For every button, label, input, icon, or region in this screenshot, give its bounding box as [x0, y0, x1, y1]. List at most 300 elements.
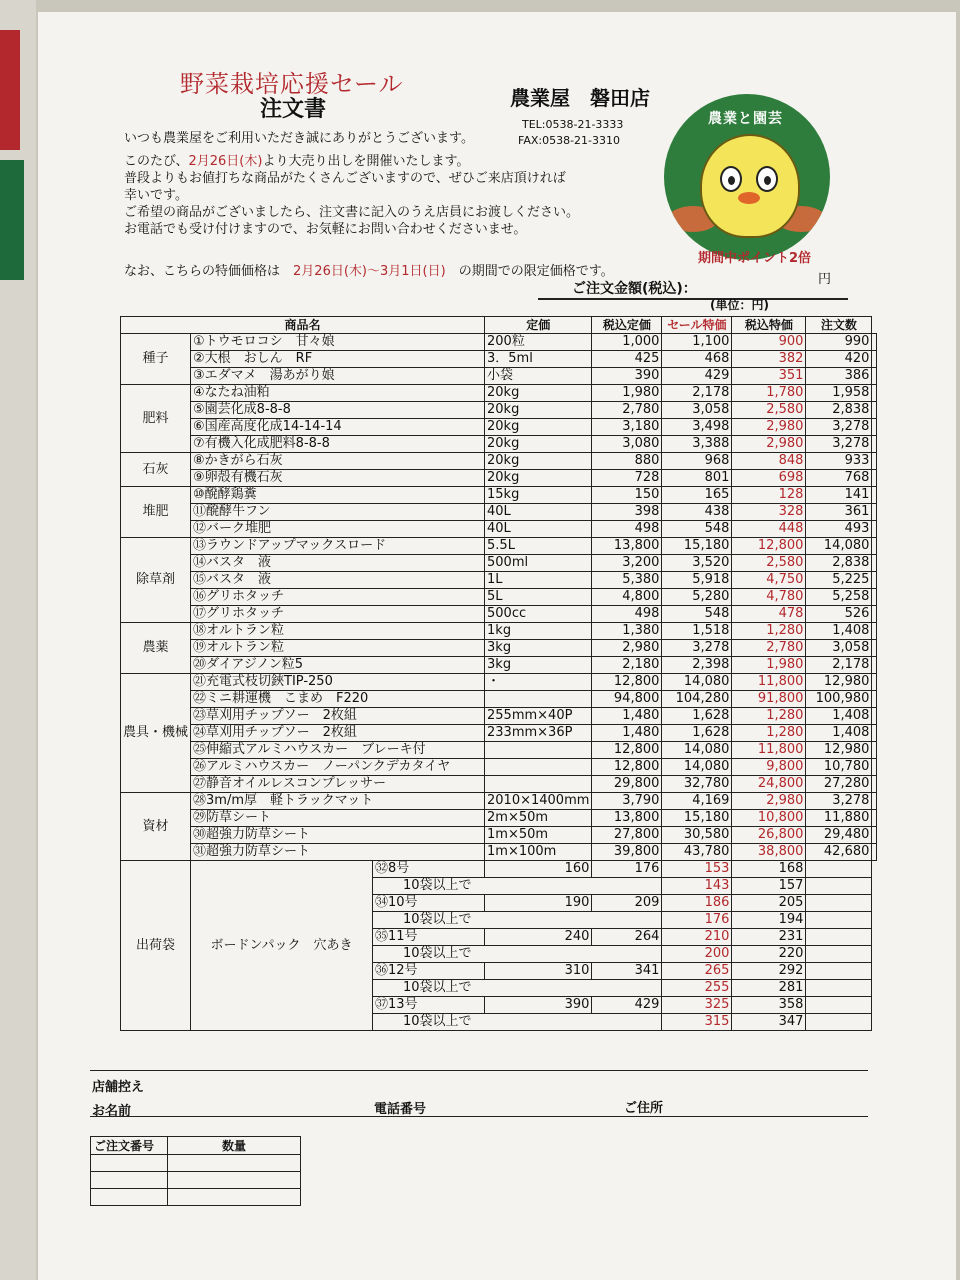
tax-included-sale-price: 12,980 — [806, 674, 872, 691]
order-quantity-cell[interactable] — [872, 572, 877, 589]
tax-included-price: 5,918 — [662, 572, 732, 589]
order-quantity-cell[interactable] — [872, 453, 877, 470]
sale-price: 1,280 — [732, 708, 806, 725]
tax-included-sale-price: 1,408 — [806, 708, 872, 725]
tax-included-sale-price: 14,080 — [806, 538, 872, 555]
sale-price: 1,280 — [732, 725, 806, 742]
product-spec: 3kg — [485, 640, 592, 657]
product-name: ③エダマメ 湯あがり娘 — [191, 368, 485, 385]
sale-price: 10,800 — [732, 810, 806, 827]
customer-info-field[interactable] — [90, 1116, 868, 1117]
bulk-tax-included-sale-price: 281 — [732, 980, 806, 997]
tax-included-sale-price: 361 — [806, 504, 872, 521]
order-quantity-cell[interactable] — [872, 589, 877, 606]
bag-size: ㉜8号 — [373, 861, 485, 878]
order-quantity-cell[interactable] — [806, 929, 872, 946]
product-name: ⑲オルトラン粒 — [191, 640, 485, 657]
bulk-discount-label: 10袋以上で — [373, 946, 662, 963]
order-form-sheet — [38, 12, 956, 1280]
tax-included-sale-price: 42,680 — [806, 844, 872, 861]
product-name: ㉒ミニ耕運機 こまめ F220 — [191, 691, 485, 708]
order-quantity-cell[interactable] — [806, 997, 872, 1014]
order-quantity-cell[interactable] — [872, 334, 877, 351]
tax-included-sale-price: 2,178 — [806, 657, 872, 674]
table-row — [121, 453, 877, 470]
product-spec: 小袋 — [485, 368, 592, 385]
table-row — [121, 470, 877, 487]
order-quantity-cell[interactable] — [806, 980, 872, 997]
bulk-tax-included-sale-price: 347 — [732, 1014, 806, 1031]
product-name: ㉕伸縮式アルミハウスカー ブレーキ付 — [191, 742, 485, 759]
product-name: ⑩醗酵鶏糞 — [191, 487, 485, 504]
order-quantity-cell[interactable] — [806, 946, 872, 963]
product-spec: 20kg — [485, 385, 592, 402]
order-quantity-cell[interactable] — [872, 759, 877, 776]
tax-included-sale-price: 10,780 — [806, 759, 872, 776]
product-spec: 255mm×40P — [485, 708, 592, 725]
list-price: 94,800 — [592, 691, 662, 708]
list-price: 2,980 — [592, 640, 662, 657]
table-row — [121, 623, 877, 640]
product-name: ⑨卵殻有機石灰 — [191, 470, 485, 487]
point-double-notice: 期間中ポイント2倍 — [698, 251, 812, 266]
table-row — [121, 640, 877, 657]
sale-price: 265 — [662, 963, 732, 980]
list-price: 150 — [592, 487, 662, 504]
list-price: 3,080 — [592, 436, 662, 453]
tax-included-price: 165 — [662, 487, 732, 504]
table-row — [121, 674, 877, 691]
tax-included-price: 15,180 — [662, 538, 732, 555]
product-spec: 3kg — [485, 657, 592, 674]
tax-included-sale-price: 2,838 — [806, 555, 872, 572]
sale-price: 1,980 — [732, 657, 806, 674]
order-quantity-cell[interactable] — [872, 623, 877, 640]
order-number-cell[interactable] — [91, 1172, 168, 1189]
product-name: ⑥国産高度化成14-14-14 — [191, 419, 485, 436]
sale-price: 325 — [662, 997, 732, 1014]
order-quantity-cell[interactable] — [872, 487, 877, 504]
header-sale: セール特価 — [662, 317, 732, 334]
sale-price: 478 — [732, 606, 806, 623]
sale-price: 11,800 — [732, 742, 806, 759]
bulk-tax-included-sale-price: 220 — [732, 946, 806, 963]
list-price: 2,180 — [592, 657, 662, 674]
header-tax-sale: 税込特価 — [732, 317, 806, 334]
product-spec — [485, 742, 592, 759]
sale-price: 2,780 — [732, 640, 806, 657]
store-tel: TEL:0538-21-3333 — [522, 118, 624, 131]
quantity-cell[interactable] — [168, 1189, 301, 1206]
table-row — [121, 402, 877, 419]
table-row — [121, 691, 877, 708]
tax-included-sale-price: 420 — [806, 351, 872, 368]
tax-included-sale-price: 5,258 — [806, 589, 872, 606]
product-spec: 20kg — [485, 453, 592, 470]
store-copy-label: 店舗控え — [92, 1080, 145, 1095]
tax-included-sale-price: 768 — [806, 470, 872, 487]
category-fert: 肥料 — [121, 385, 191, 453]
order-quantity-cell[interactable] — [872, 742, 877, 759]
bulk-discount-label: 10袋以上で — [373, 912, 662, 929]
bag-size: ㊱12号 — [373, 963, 485, 980]
tax-included-price: 1,628 — [662, 708, 732, 725]
table-row — [121, 538, 877, 555]
bulk-discount-label: 10袋以上で — [373, 1014, 662, 1031]
sale-price: 11,800 — [732, 674, 806, 691]
order-quantity-cell[interactable] — [872, 402, 877, 419]
list-price: 390 — [485, 997, 592, 1014]
table-row — [121, 572, 877, 589]
intro-line: いつも農業屋をご利用いただき誠にありがとうございます。 — [124, 131, 474, 146]
sale-price: 328 — [732, 504, 806, 521]
header-qty: 注文数 — [806, 317, 872, 334]
product-spec: 1kg — [485, 623, 592, 640]
order-number-table — [90, 1136, 301, 1206]
tax-included-price: 14,080 — [662, 759, 732, 776]
table-row — [121, 810, 877, 827]
tax-included-price: 468 — [662, 351, 732, 368]
table-row — [121, 385, 877, 402]
order-number-cell[interactable] — [91, 1189, 168, 1206]
tax-included-sale-price: 11,880 — [806, 810, 872, 827]
product-spec: 5.5L — [485, 538, 592, 555]
address-label: ご住所 — [624, 1101, 664, 1116]
product-spec: 500ml — [485, 555, 592, 572]
product-spec: 20kg — [485, 470, 592, 487]
table-row — [121, 334, 877, 351]
tax-included-sale-price: 27,280 — [806, 776, 872, 793]
sale-price: 2,980 — [732, 419, 806, 436]
tax-included-price: 548 — [662, 521, 732, 538]
product-spec — [485, 691, 592, 708]
product-name: ⑧かきがら石灰 — [191, 453, 485, 470]
quantity-cell[interactable] — [168, 1155, 301, 1172]
order-quantity-cell[interactable] — [806, 1014, 872, 1031]
list-price: 3,200 — [592, 555, 662, 572]
tax-included-sale-price: 292 — [732, 963, 806, 980]
product-name: ⑬ラウンドアップマックスロード — [191, 538, 485, 555]
tax-included-price: 1,628 — [662, 725, 732, 742]
tax-included-price: 2,398 — [662, 657, 732, 674]
sale-price: 186 — [662, 895, 732, 912]
order-total-label: ご注文金額(税込)： — [572, 281, 697, 297]
table-row — [121, 368, 877, 385]
table-row — [121, 589, 877, 606]
tax-included-price: 15,180 — [662, 810, 732, 827]
order-quantity-cell[interactable] — [806, 963, 872, 980]
table-row — [121, 521, 877, 538]
intro-line: 普段よりもお値打ちな商品がたくさんございますので、ぜひご来店頂ければ — [124, 171, 566, 186]
order-quantity-cell[interactable] — [872, 538, 877, 555]
tax-included-sale-price: 1,408 — [806, 725, 872, 742]
divider — [90, 1070, 868, 1071]
tax-included-sale-price: 933 — [806, 453, 872, 470]
product-name: ⑳ダイアジノン粒5 — [191, 657, 485, 674]
table-row — [121, 776, 877, 793]
order-quantity-cell[interactable] — [872, 674, 877, 691]
bag-size: ㉞10号 — [373, 895, 485, 912]
list-price: 1,000 — [592, 334, 662, 351]
category-pest: 農薬 — [121, 623, 191, 674]
order-quantity-cell[interactable] — [872, 521, 877, 538]
list-price: 29,800 — [592, 776, 662, 793]
list-price: 3,180 — [592, 419, 662, 436]
category-mat: 資材 — [121, 793, 191, 861]
sale-price: 2,980 — [732, 793, 806, 810]
order-quantity-cell[interactable] — [872, 640, 877, 657]
tax-included-sale-price: 168 — [732, 861, 806, 878]
order-total-field[interactable] — [538, 298, 848, 300]
tax-included-price: 438 — [662, 504, 732, 521]
order-quantity-cell[interactable] — [872, 555, 877, 572]
bulk-discount-label: 10袋以上で — [373, 878, 662, 895]
tax-included-sale-price: 1,408 — [806, 623, 872, 640]
tax-included-price: 3,498 — [662, 419, 732, 436]
header-price: 定価 — [485, 317, 592, 334]
table-row — [121, 351, 877, 368]
list-price: 39,800 — [592, 844, 662, 861]
order-quantity-cell[interactable] — [872, 436, 877, 453]
table-row — [121, 487, 877, 504]
table-row — [121, 844, 877, 861]
order-quantity-cell[interactable] — [872, 504, 877, 521]
form-title: 注文書 — [260, 97, 327, 122]
product-name: ⑰グリホタッチ — [191, 606, 485, 623]
order-quantity-cell[interactable] — [872, 793, 877, 810]
category-herb: 除草剤 — [121, 538, 191, 623]
tax-included-price: 801 — [662, 470, 732, 487]
sale-price: 12,800 — [732, 538, 806, 555]
category-compost: 堆肥 — [121, 487, 191, 538]
order-quantity-cell[interactable] — [872, 844, 877, 861]
order-quantity-cell[interactable] — [806, 861, 872, 878]
intro-line: このたび、2月26日(木)より大売り出しを開催いたします。 — [124, 154, 470, 169]
store-name: 農業屋 磐田店 — [510, 86, 650, 110]
header-tax-price: 税込定価 — [592, 317, 662, 334]
order-quantity-cell[interactable] — [872, 385, 877, 402]
product-spec: 500cc — [485, 606, 592, 623]
table-row — [121, 827, 877, 844]
sale-price: 38,800 — [732, 844, 806, 861]
product-spec — [485, 776, 592, 793]
product-name: ⑦有機入化成肥料8-8-8 — [191, 436, 485, 453]
product-spec: 5L — [485, 589, 592, 606]
sale-price: 26,800 — [732, 827, 806, 844]
product-name: ⑭バスタ 液 — [191, 555, 485, 572]
order-quantity-cell[interactable] — [872, 691, 877, 708]
tax-included-price: 43,780 — [662, 844, 732, 861]
tax-included-sale-price: 493 — [806, 521, 872, 538]
product-name: ㉖アルミハウスカー ノーパンクデカタイヤ — [191, 759, 485, 776]
list-price: 12,800 — [592, 742, 662, 759]
tax-included-price: 5,280 — [662, 589, 732, 606]
product-spec: 2m×50m — [485, 810, 592, 827]
product-spec: 2010×1400mm — [485, 793, 592, 810]
tax-included-sale-price: 990 — [806, 334, 872, 351]
product-name: ㉓草刈用チップソー 2枚組 — [191, 708, 485, 725]
product-name: ㉗静音オイルレスコンプレッサー — [191, 776, 485, 793]
product-name: ①トウモロコシ 甘々娘 — [191, 334, 485, 351]
order-number-cell[interactable] — [91, 1155, 168, 1172]
order-quantity-cell[interactable] — [872, 776, 877, 793]
order-quantity-cell[interactable] — [872, 351, 877, 368]
tax-included-sale-price: 1,958 — [806, 385, 872, 402]
tax-included-price: 32,780 — [662, 776, 732, 793]
left-red-poster — [0, 30, 20, 150]
tax-included-price: 14,080 — [662, 742, 732, 759]
list-price: 390 — [592, 368, 662, 385]
list-price: 425 — [592, 351, 662, 368]
intro-line: お電話でも受け付けますので、お気軽にお問い合わせくださいませ。 — [124, 222, 527, 237]
tax-included-sale-price: 3,278 — [806, 419, 872, 436]
bulk-tax-included-sale-price: 194 — [732, 912, 806, 929]
order-quantity-cell[interactable] — [872, 725, 877, 742]
order-quantity-cell[interactable] — [806, 912, 872, 929]
tax-included-sale-price: 141 — [806, 487, 872, 504]
mascot-beak-icon — [738, 192, 760, 204]
list-price: 13,800 — [592, 810, 662, 827]
order-quantity-cell[interactable] — [872, 368, 877, 385]
tax-included-price: 341 — [592, 963, 662, 980]
tax-included-sale-price: 386 — [806, 368, 872, 385]
table-header-row — [121, 317, 877, 334]
list-price: 1,380 — [592, 623, 662, 640]
tax-included-price: 4,169 — [662, 793, 732, 810]
bulk-discount-label: 10袋以上で — [373, 980, 662, 997]
table-row — [121, 793, 877, 810]
product-name: ⑮バスタ 液 — [191, 572, 485, 589]
table-row — [121, 657, 877, 674]
product-name: ㉙防草シート — [191, 810, 485, 827]
tax-included-price: 3,278 — [662, 640, 732, 657]
quantity-cell[interactable] — [168, 1172, 301, 1189]
list-price: 13,800 — [592, 538, 662, 555]
list-price: 240 — [485, 929, 592, 946]
sale-price: 848 — [732, 453, 806, 470]
category-bag: 出荷袋 — [121, 861, 191, 1031]
table-row — [121, 861, 877, 878]
tax-included-sale-price: 5,225 — [806, 572, 872, 589]
tax-included-price: 104,280 — [662, 691, 732, 708]
logo-text: 農業と園芸 — [708, 111, 783, 127]
table-row — [121, 708, 877, 725]
tax-included-sale-price: 3,278 — [806, 793, 872, 810]
bulk-sale-price: 255 — [662, 980, 732, 997]
tax-included-sale-price: 231 — [732, 929, 806, 946]
tax-included-sale-price: 12,980 — [806, 742, 872, 759]
tax-included-sale-price: 205 — [732, 895, 806, 912]
sale-price: 1,780 — [732, 385, 806, 402]
bag-size: ㊲13号 — [373, 997, 485, 1014]
tax-included-price: 429 — [592, 997, 662, 1014]
order-quantity-cell[interactable] — [872, 810, 877, 827]
tax-included-price: 14,080 — [662, 674, 732, 691]
tax-included-price: 264 — [592, 929, 662, 946]
table-row — [121, 555, 877, 572]
order-quantity-cell[interactable] — [806, 878, 872, 895]
order-quantity-cell[interactable] — [872, 657, 877, 674]
product-spec: 1m×50m — [485, 827, 592, 844]
sale-price: 4,780 — [732, 589, 806, 606]
left-green-poster — [0, 160, 24, 280]
tax-included-price: 3,388 — [662, 436, 732, 453]
sale-price: 9,800 — [732, 759, 806, 776]
product-table — [120, 316, 877, 1031]
sale-price: 210 — [662, 929, 732, 946]
sale-price: 24,800 — [732, 776, 806, 793]
tax-included-price: 3,520 — [662, 555, 732, 572]
product-name: ⑯グリホタッチ — [191, 589, 485, 606]
sale-price: 2,580 — [732, 402, 806, 419]
order-quantity-cell[interactable] — [872, 708, 877, 725]
sale-price: 1,280 — [732, 623, 806, 640]
product-spec: 1m×100m — [485, 844, 592, 861]
header-name: 商品名 — [121, 317, 485, 334]
list-price: 398 — [592, 504, 662, 521]
bulk-tax-included-sale-price: 157 — [732, 878, 806, 895]
product-spec: 20kg — [485, 419, 592, 436]
product-name: ㉔草刈用チップソー 2枚組 — [191, 725, 485, 742]
product-spec: 1L — [485, 572, 592, 589]
product-spec — [485, 759, 592, 776]
order-quantity-cell[interactable] — [806, 895, 872, 912]
product-spec: 200粒 — [485, 334, 592, 351]
order-quantity-cell[interactable] — [872, 470, 877, 487]
sale-price: 351 — [732, 368, 806, 385]
list-price: 12,800 — [592, 674, 662, 691]
tax-included-price: 176 — [592, 861, 662, 878]
product-spec: 3．5ml — [485, 351, 592, 368]
product-name: ⑫バーク堆肥 — [191, 521, 485, 538]
product-name: ⑪醗酵牛フン — [191, 504, 485, 521]
sale-price: 153 — [662, 861, 732, 878]
category-lime: 石灰 — [121, 453, 191, 487]
table-row — [121, 606, 877, 623]
sale-title: 野菜栽培応援セール — [180, 70, 404, 98]
sale-price: 382 — [732, 351, 806, 368]
intro-line: ご希望の商品がございましたら、注文書に記入のうえ店員にお渡しください。 — [124, 205, 580, 220]
tax-included-sale-price: 3,058 — [806, 640, 872, 657]
order-quantity-cell[interactable] — [872, 606, 877, 623]
tax-included-sale-price: 2,838 — [806, 402, 872, 419]
tax-included-sale-price: 100,980 — [806, 691, 872, 708]
sale-price: 2,980 — [732, 436, 806, 453]
product-name: ④なたね油粕 — [191, 385, 485, 402]
yen-label: 円 — [818, 272, 832, 287]
list-price: 498 — [592, 521, 662, 538]
table-row — [121, 504, 877, 521]
list-price: 190 — [485, 895, 592, 912]
tax-included-sale-price: 526 — [806, 606, 872, 623]
product-name: ㉑充電式枝切鋏TIP-250 — [191, 674, 485, 691]
list-price: 160 — [485, 861, 592, 878]
bag-size: ㉟11号 — [373, 929, 485, 946]
order-quantity-cell[interactable] — [872, 827, 877, 844]
mascot-eye-icon — [720, 166, 742, 192]
list-price: 310 — [485, 963, 592, 980]
list-price: 880 — [592, 453, 662, 470]
list-price: 728 — [592, 470, 662, 487]
order-quantity-cell[interactable] — [872, 419, 877, 436]
product-name: ⑱オルトラン粒 — [191, 623, 485, 640]
sale-period-text: なお、こちらの特価価格は 2月26日(木)～3月1日(日) の期間での限定価格です。 — [124, 264, 614, 279]
product-name: ㉘3m/m厚 軽トラックマット — [191, 793, 485, 810]
list-price: 12,800 — [592, 759, 662, 776]
tax-included-price: 429 — [662, 368, 732, 385]
product-name: ⑤園芸化成8-8-8 — [191, 402, 485, 419]
intro-line: 幸いです。 — [124, 188, 188, 203]
